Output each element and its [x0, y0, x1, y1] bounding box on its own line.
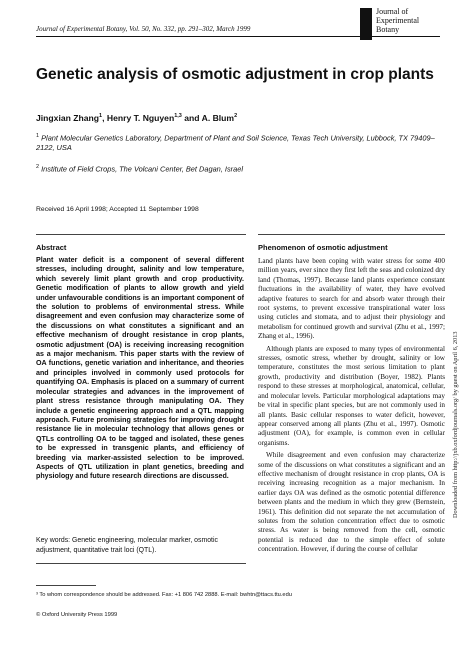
header-rule [36, 36, 440, 37]
body-paragraph: Although plants are exposed to many types of environmental stresses, osmotic stress, whether by drought, salinity or low temperature, constitutes the most serious limitation to plant growth, productivity and distribution (Boyer, 1982). Plants respond to these stresses at morphological, anatomical, cellular, and molecular levels. Particular morphological adaptations may be vital in specific plant species, but are not commonly used in all plants. Basic cellular responses to water deficit, however, appear conserved among all plants (Zhu et al., 1997). Osmotic adjustment (OA), for example, is common even in cellular organisms. [258, 344, 445, 447]
received-dates: Received 16 April 1998; Accepted 11 September 1998 [36, 206, 199, 213]
journal-citation: Journal of Experimental Botany, Vol. 50, No. 332, pp. 291–302, March 1999 [36, 25, 251, 33]
author-name: A. Blum [201, 113, 235, 123]
logo-text: Journal of Experimental Botany [376, 7, 420, 34]
section-body [258, 257, 445, 558]
correspondence-footnote: ³ To whom correspondence should be addressed. Fax: +1 806 742 2888. E-mail: bwhtn@ttacs.ttu.edu [36, 592, 292, 598]
copyright-notice: © Oxford University Press 1999 [36, 612, 118, 618]
author-list: Jingxian Zhang$^1$, Henry T. Nguyen$^{1,3}$ and A. Blum$^2$ [36, 113, 238, 123]
keywords: Key words: Genetic engineering, molecular marker, osmotic adjustment, quantitative trait loci (QTL). [36, 537, 218, 554]
abstract-top-rule [36, 234, 246, 235]
author-affiliation-mark: 1,3 [174, 113, 182, 120]
affiliation-2: $^2$ Institute of Field Crops, The Volcani Center, Bet Dagan, Israel [36, 164, 243, 174]
footnote-rule [36, 585, 96, 586]
body-paragraph: Land plants have been coping with water stress for some 400 million years, ever since they first left the seas and colonized dry land (Thomas, 1997). Because land plants experience constant fluctuations in the availability of water, they have evolved adaptive features to search for and absorb water through their root systems, to prevent excessive transpirational water loss using cuticles and stomata, and to adjust their physiology and metabolism for continued growth and survival (Zhu et al., 1997; Zhang et al., 1996). [258, 257, 445, 341]
paper-title: Genetic analysis of osmotic adjustment in crop plants [36, 66, 434, 83]
affiliation-1: $^1$ Plant Molecular Genetics Laboratory, Department of Plant and Soil Science, Texas Tech University, Lubbock, TX 79409–2122, USA [36, 133, 435, 153]
abstract-text: Plant water deficit is a component of several different stresses, including drought, salinity and low temperature, which severely limit plant growth and crop productivity. Genetic modification of plants to allow growth and yield under unfavourable conditions is an important component of the solution to problems of environmental stress. While disagreement and even confusion may characterize some of the discussions on what constitutes a significant and an effective mechanism of drought resistance in crop plants, osmotic adjustment (OA) is receiving increasing recognition as a major mechanism. This paper starts with the review of OA functions, genetic variation and inheritance, and theories and principles involved in commonly used protocols for quantifying OA. Emphasis is placed on a summary of current molecular strategies and advances in the improvement of plant stress resistance through manipulating OA. They include a genetic engineering approach and a QTL mapping approach. Future promising strategies for improving drought resistance lie in molecular technology that allows genes or QTLs controlling OA to be tagged and isolated, these genes to be expressed in transgenic plants, and efficiency of breeding via marker-assisted selection to be improved. Aspects of QTL utilization in plant genetics, breeding and physiology and future research directions are discussed. [36, 256, 244, 481]
author-affiliation-mark: 2 [234, 113, 238, 120]
author-name: Henry T. Nguyen [106, 113, 175, 123]
abstract-bottom-rule [36, 563, 246, 564]
body-paragraph: While disagreement and even confusion may characterize some of the discussions on what constitutes a significant and an effective mechanism of drought resistance in crop plants, OA is receiving increasing recognition as a major mechanism. In earlier days OA was defined as the osmotic potential difference between plants and the medium in which they grew (Bernstein, 1961). This definition did not separate the net accumulation of solutes from the solution concentration effect due to osmotic stress. As water is being removed from the cell, osmotic potential is reduced due to the simple effect of solute concentration. However, if during the course of cellular [258, 451, 445, 554]
author-name: Jingxian Zhang [36, 113, 100, 123]
abstract-heading: Abstract [36, 243, 67, 252]
section-heading: Phenomenon of osmotic adjustment [258, 243, 388, 252]
download-side-note: Downloaded from http://jxb.oxfordjournals.org/ by guest on April 6, 2013 [452, 331, 459, 518]
column-top-rule [258, 234, 445, 235]
author-affiliation-mark: 1 [99, 113, 103, 120]
journal-logo [360, 7, 440, 43]
